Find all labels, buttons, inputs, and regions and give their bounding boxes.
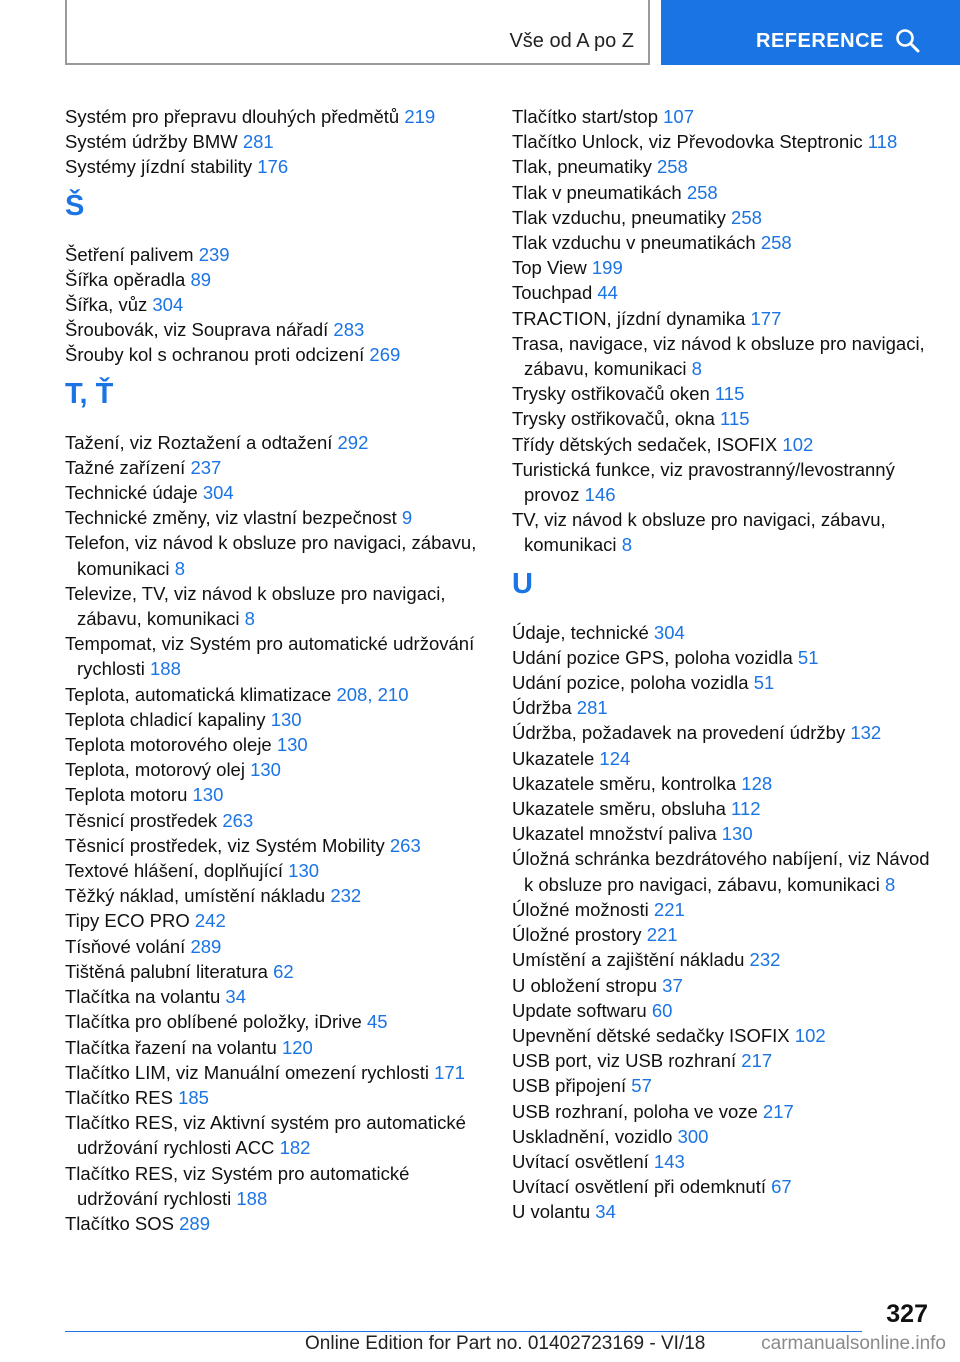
page-reference-link[interactable]: 221 [653, 898, 685, 920]
index-entry-text: Systém pro přepravu dlouhých předmětů [65, 106, 400, 127]
page-reference-link[interactable]: 199 [591, 257, 623, 279]
index-entry-text: Těsnicí prostředek, viz Systém Mobility [65, 834, 385, 856]
index-entry-text: Televize, TV, viz návod k obsluze pro navigaci, zábavu, komunikaci [65, 582, 446, 630]
index-entry [512, 406, 932, 431]
index-column-left [65, 104, 485, 1236]
page-reference-link[interactable]: 182 [279, 1137, 311, 1159]
index-entry [512, 507, 932, 557]
page-reference-link[interactable]: 263 [222, 809, 254, 831]
index-entry-text: Tažení, viz Roztažení a odtažení [65, 431, 333, 453]
index-entry [512, 897, 932, 922]
index-entry [512, 947, 932, 972]
index-entry [65, 1085, 485, 1110]
page-reference-link[interactable]: 258 [731, 206, 762, 228]
index-entry-text: Ukazatele směru, kontrolka [512, 772, 737, 794]
index-entry-text: Update softwaru [512, 999, 647, 1021]
page-reference-link[interactable]: 281 [242, 131, 274, 153]
index-entry-text: Šrouby kol s ochranou proti odcizení [65, 344, 365, 366]
index-entry-text: Systém údržby BMW [65, 131, 238, 153]
index-entry [65, 757, 485, 782]
index-entry-text: Těsnicí prostředek [65, 809, 218, 831]
search-icon[interactable] [895, 28, 921, 54]
index-entry-text: USB rozhraní, poloha ve voze [512, 1100, 758, 1122]
edition-text: Online Edition for Part no. 01402723169 - VI/18 [305, 1333, 706, 1354]
index-entry-text: U volantu [512, 1201, 591, 1223]
page-reference-link[interactable]: 102 [794, 1024, 826, 1046]
page-reference-link[interactable]: 130 [270, 708, 302, 730]
index-entry-text: U obložení stropu [512, 974, 658, 996]
section-title: Vše od A po Z [509, 30, 634, 52]
index-entry-text: Šířka opěradla [65, 268, 186, 290]
index-entry [65, 292, 485, 317]
page-reference-link[interactable]: 258 [686, 181, 718, 203]
index-entry [512, 821, 932, 846]
index-entry [65, 267, 485, 292]
page-reference-link[interactable]: 124 [599, 747, 631, 769]
index-entry-text: Těžký náklad, umístění nákladu [65, 885, 326, 907]
page-reference-link[interactable]: 8 [174, 557, 185, 579]
page-reference-link[interactable]: 221 [646, 924, 678, 946]
page-reference-link[interactable]: 242 [194, 910, 226, 932]
index-entry [65, 1110, 485, 1160]
index-entry [65, 631, 485, 681]
index-entry [512, 771, 932, 796]
page-reference-link[interactable]: 208, 210 [336, 683, 409, 705]
index-entry-text: Tlak v pneumatikách [512, 181, 682, 203]
page-reference-link[interactable]: 289 [190, 935, 222, 957]
index-entry-text: Tlačítko Unlock, viz Převodovka Steptronic [512, 131, 863, 153]
watermark: carmanualsonline.info [761, 1333, 946, 1354]
index-entry-text: Tlačítko RES [65, 1086, 173, 1108]
index-entry [512, 180, 932, 205]
index-letter-heading: Š [65, 189, 85, 222]
page-reference-link[interactable]: 89 [190, 268, 212, 290]
index-entry [512, 306, 932, 331]
page-reference-link[interactable]: 45 [366, 1011, 388, 1033]
index-entry [65, 1161, 485, 1211]
page-reference-link[interactable]: 8 [244, 608, 255, 630]
page-reference-link[interactable]: 217 [762, 1100, 794, 1122]
index-entry [512, 973, 932, 998]
index-entry-text: Údržba, požadavek na provedení údržby [512, 722, 846, 744]
index-entry [65, 1211, 485, 1236]
index-entry [65, 430, 485, 455]
index-entry-text: Údržba [512, 697, 572, 719]
index-entry [65, 1060, 485, 1085]
index-entry-text: Technické změny, viz vlastní bezpečnost [65, 507, 397, 529]
index-entry-text: Upevnění dětské sedačky ISOFIX [512, 1024, 790, 1046]
index-entry [512, 695, 932, 720]
index-entry-text: Technické údaje [65, 482, 198, 504]
index-entry [512, 129, 932, 154]
index-entry [65, 732, 485, 757]
index-entry [512, 457, 932, 507]
index-entry [65, 455, 485, 480]
index-entry-text: Tlak vzduchu v pneumatikách [512, 232, 756, 254]
index-entry-text: Ukazatele směru, obsluha [512, 798, 726, 820]
page-reference-link[interactable]: 188 [236, 1187, 268, 1209]
index-entry-text: Tažné zařízení [65, 456, 186, 478]
page-reference-link[interactable]: 304 [653, 621, 685, 643]
index-entry-text: Uskladnění, vozidlo [512, 1125, 673, 1147]
index-entry-text: Trysky ostřikovačů oken [512, 383, 710, 405]
page-reference-link[interactable]: 37 [662, 974, 683, 996]
index-entry [65, 242, 485, 267]
index-entry-text: USB port, viz USB rozhraní [512, 1050, 737, 1072]
index-entry-text: Umístění a zajištění nákladu [512, 949, 745, 971]
index-entry [512, 720, 932, 745]
index-entry-text: Uvítací osvětlení při odemknutí [512, 1176, 766, 1198]
index-entry [512, 104, 932, 129]
index-entry [512, 922, 932, 947]
page-reference-link[interactable]: 115 [714, 383, 745, 405]
page-reference-link[interactable]: 132 [850, 722, 882, 744]
index-entry-text: Úložná schránka bezdrátového nabíjení, viz Návod k obsluze pro navigaci, zábavu, komunikaci [512, 848, 930, 895]
page-reference-link[interactable]: 60 [651, 999, 673, 1021]
index-entry [65, 505, 485, 530]
index-entry [65, 154, 485, 179]
page-reference-link[interactable]: 219 [404, 106, 436, 127]
index-entry [65, 1035, 485, 1060]
index-entry-text: Touchpad [512, 282, 593, 304]
index-entry [65, 317, 485, 342]
index-entry-text: Trasa, navigace, viz návod k obsluze pro navigaci, zábavu, komunikaci [512, 332, 925, 380]
index-entry-text: Tlačítka na volantu [65, 986, 221, 1008]
index-entry [512, 670, 932, 695]
index-entry [512, 280, 932, 305]
index-entry [65, 581, 485, 631]
page-reference-link[interactable]: 171 [434, 1061, 465, 1083]
page-reference-link[interactable]: 107 [663, 106, 695, 127]
index-entry-text: Šířka, vůz [65, 294, 148, 316]
index-entry [512, 1124, 932, 1149]
index-entry-text: Uvítací osvětlení [512, 1150, 649, 1172]
page-reference-link[interactable]: 283 [333, 319, 365, 341]
index-entry-text: Tlačítko start/stop [512, 106, 658, 127]
index-entry-text: Trysky ostřikovačů, okna [512, 408, 715, 430]
index-entry-text: Tlačítka řazení na volantu [65, 1036, 277, 1058]
index-entry [65, 934, 485, 959]
page-reference-link[interactable]: 217 [741, 1050, 773, 1072]
page-reference-link[interactable]: 176 [257, 156, 289, 178]
index-entry-text: Teplota chladicí kapaliny [65, 708, 266, 730]
page-reference-link[interactable]: 112 [731, 798, 761, 820]
index-entry-text: TV, viz návod k obsluze pro navigaci, zábavu, komunikaci [512, 509, 886, 556]
index-entry-text: Teplota, motorový olej [65, 759, 245, 781]
index-entry [512, 998, 932, 1023]
page-reference-link[interactable]: 51 [797, 646, 819, 668]
index-entry [65, 808, 485, 833]
page-reference-link[interactable]: 102 [782, 433, 814, 455]
page-reference-link[interactable]: 44 [597, 282, 618, 304]
index-entry-text: Udání pozice GPS, poloha vozidla [512, 646, 793, 668]
index-entry [512, 796, 932, 821]
index-entry-text: Šetření palivem [65, 243, 194, 265]
index-letter-heading: U [512, 567, 533, 600]
index-letter-heading: T, Ť [65, 377, 114, 410]
page-reference-link[interactable]: 67 [771, 1176, 792, 1198]
page-reference-link[interactable]: 304 [152, 294, 184, 316]
index-entry [512, 1149, 932, 1174]
index-entry-text: Udání pozice, poloha vozidla [512, 672, 749, 694]
index-entry-text: Tipy ECO PRO [65, 910, 190, 932]
page-reference-link[interactable]: 289 [179, 1212, 210, 1234]
index-entry-text: Tlačítko RES, viz Aktivní systém pro automatické udržování rychlosti ACC [65, 1112, 466, 1159]
page-reference-link[interactable]: 130 [250, 759, 281, 781]
index-entry [65, 104, 485, 129]
page-reference-link[interactable]: 292 [337, 431, 369, 453]
index-entry [65, 959, 485, 984]
index-entry [512, 846, 932, 896]
page-number: 327 [886, 1300, 928, 1328]
index-entry [65, 1009, 485, 1034]
index-entry [512, 1099, 932, 1124]
page-reference-link[interactable]: 130 [192, 784, 224, 806]
page-reference-link[interactable]: 232 [330, 885, 362, 907]
index-entry-text: Ukazatel množství paliva [512, 823, 717, 845]
index-entry-text: Textové hlášení, doplňující [65, 860, 284, 882]
page-reference-link[interactable]: 115 [720, 408, 750, 430]
index-entry-text: Telefon, viz návod k obsluze pro navigaci, zábavu, komunikaci [65, 532, 477, 579]
page-reference-link[interactable]: 57 [631, 1075, 652, 1097]
page-reference-link[interactable]: 237 [190, 456, 222, 478]
index-entry [512, 331, 932, 381]
page-reference-link[interactable]: 177 [750, 307, 782, 329]
page-reference-link[interactable]: 118 [867, 131, 898, 153]
index-entry-text: Třídy dětských sedaček, ISOFIX [512, 433, 778, 455]
page-reference-link[interactable]: 130 [721, 823, 753, 845]
page-reference-link[interactable]: 232 [749, 949, 781, 971]
page-reference-link[interactable]: 263 [389, 834, 421, 856]
index-entry [65, 782, 485, 807]
page-reference-link[interactable]: 130 [276, 734, 308, 756]
index-entry [512, 154, 932, 179]
page-reference-link[interactable]: 300 [677, 1125, 709, 1147]
index-entry [512, 620, 932, 645]
page-reference-link[interactable]: 130 [288, 860, 320, 882]
reference-tab[interactable] [661, 0, 960, 65]
index-entry-text: Tlačítko SOS [65, 1212, 174, 1234]
index-entry [65, 984, 485, 1009]
footer-divider [65, 1331, 862, 1332]
page-reference-link[interactable]: 269 [369, 344, 401, 366]
index-entry [512, 230, 932, 255]
page-reference-link[interactable]: 258 [760, 232, 792, 254]
page-reference-link[interactable]: 128 [741, 772, 773, 794]
index-entry-text: TRACTION, jízdní dynamika [512, 307, 746, 329]
index-entry [512, 1048, 932, 1073]
index-entry-text: Tlak vzduchu, pneumatiky [512, 206, 726, 228]
page-reference-link[interactable]: 8 [884, 873, 896, 895]
index-entry [65, 908, 485, 933]
index-entry-text: Tlak, pneumatiky [512, 156, 652, 178]
index-entry [65, 682, 485, 707]
index-entry [512, 645, 932, 670]
index-entry-text: Systémy jízdní stability [65, 156, 253, 178]
index-entry [65, 129, 485, 154]
page-reference-link[interactable]: 281 [576, 697, 608, 719]
index-entry [512, 255, 932, 280]
index-entry-text: Teplota, automatická klimatizace [65, 683, 332, 705]
index-entry-text: Údaje, technické [512, 621, 649, 643]
index-entry [512, 1199, 932, 1224]
index-entry-text: Úložné prostory [512, 924, 642, 946]
index-entry [65, 833, 485, 858]
header-section-box [65, 0, 650, 65]
page-reference-link[interactable]: 120 [281, 1036, 313, 1058]
page-reference-link[interactable]: 51 [753, 672, 775, 694]
page-reference-link[interactable]: 146 [584, 484, 616, 506]
index-column-right [512, 104, 932, 1225]
index-entry [512, 1023, 932, 1048]
page-reference-link[interactable]: 8 [621, 534, 632, 556]
reference-label: REFERENCE [756, 30, 884, 52]
page-reference-link[interactable]: 34 [225, 986, 246, 1008]
index-entry-text: USB připojení [512, 1075, 627, 1097]
index-entry-text: Tempomat, viz Systém pro automatické udržování rychlosti [65, 633, 475, 680]
page-reference-link[interactable]: 258 [656, 156, 688, 178]
page-reference-link[interactable]: 9 [401, 507, 413, 529]
index-entry [65, 342, 485, 367]
index-entry [65, 883, 485, 908]
index-entry-text: Tlačítka pro oblíbené položky, iDrive [65, 1011, 362, 1033]
index-entry [512, 746, 932, 771]
index-entry [512, 1174, 932, 1199]
index-entry-text: Úložné možnosti [512, 898, 649, 920]
index-entry-text: Teplota motoru [65, 784, 188, 806]
page-reference-link[interactable]: 239 [198, 243, 230, 265]
index-entry-text: Tištěná palubní literatura [65, 960, 268, 982]
page-reference-link[interactable]: 62 [273, 960, 294, 982]
page-reference-link[interactable]: 34 [595, 1201, 616, 1223]
index-entry [65, 707, 485, 732]
page-reference-link[interactable]: 188 [150, 658, 181, 680]
index-entry [512, 1073, 932, 1098]
index-entry [512, 432, 932, 457]
index-entry-text: Tlačítko LIM, viz Manuální omezení rychlosti [65, 1061, 429, 1083]
index-entry-text: Tlačítko RES, viz Systém pro automatické udržování rychlosti [65, 1162, 410, 1209]
index-entry [65, 858, 485, 883]
index-entry-text: Teplota motorového oleje [65, 734, 272, 756]
index-entry [512, 381, 932, 406]
index-entry-text: Turistická funkce, viz pravostranný/levostranný provoz [512, 458, 895, 506]
index-entry-text: Tísňové volání [65, 935, 186, 957]
index-entry [512, 205, 932, 230]
page-reference-link[interactable]: 185 [178, 1086, 209, 1108]
index-entry [65, 530, 485, 580]
index-entry-text: Top View [512, 257, 587, 279]
page-reference-link[interactable]: 304 [202, 482, 234, 504]
page-reference-link[interactable]: 8 [691, 358, 702, 380]
index-entry-text: Ukazatele [512, 747, 595, 769]
index-entry [65, 480, 485, 505]
page-reference-link[interactable]: 143 [653, 1150, 685, 1172]
index-entry-text: Šroubovák, viz Souprava nářadí [65, 319, 329, 341]
